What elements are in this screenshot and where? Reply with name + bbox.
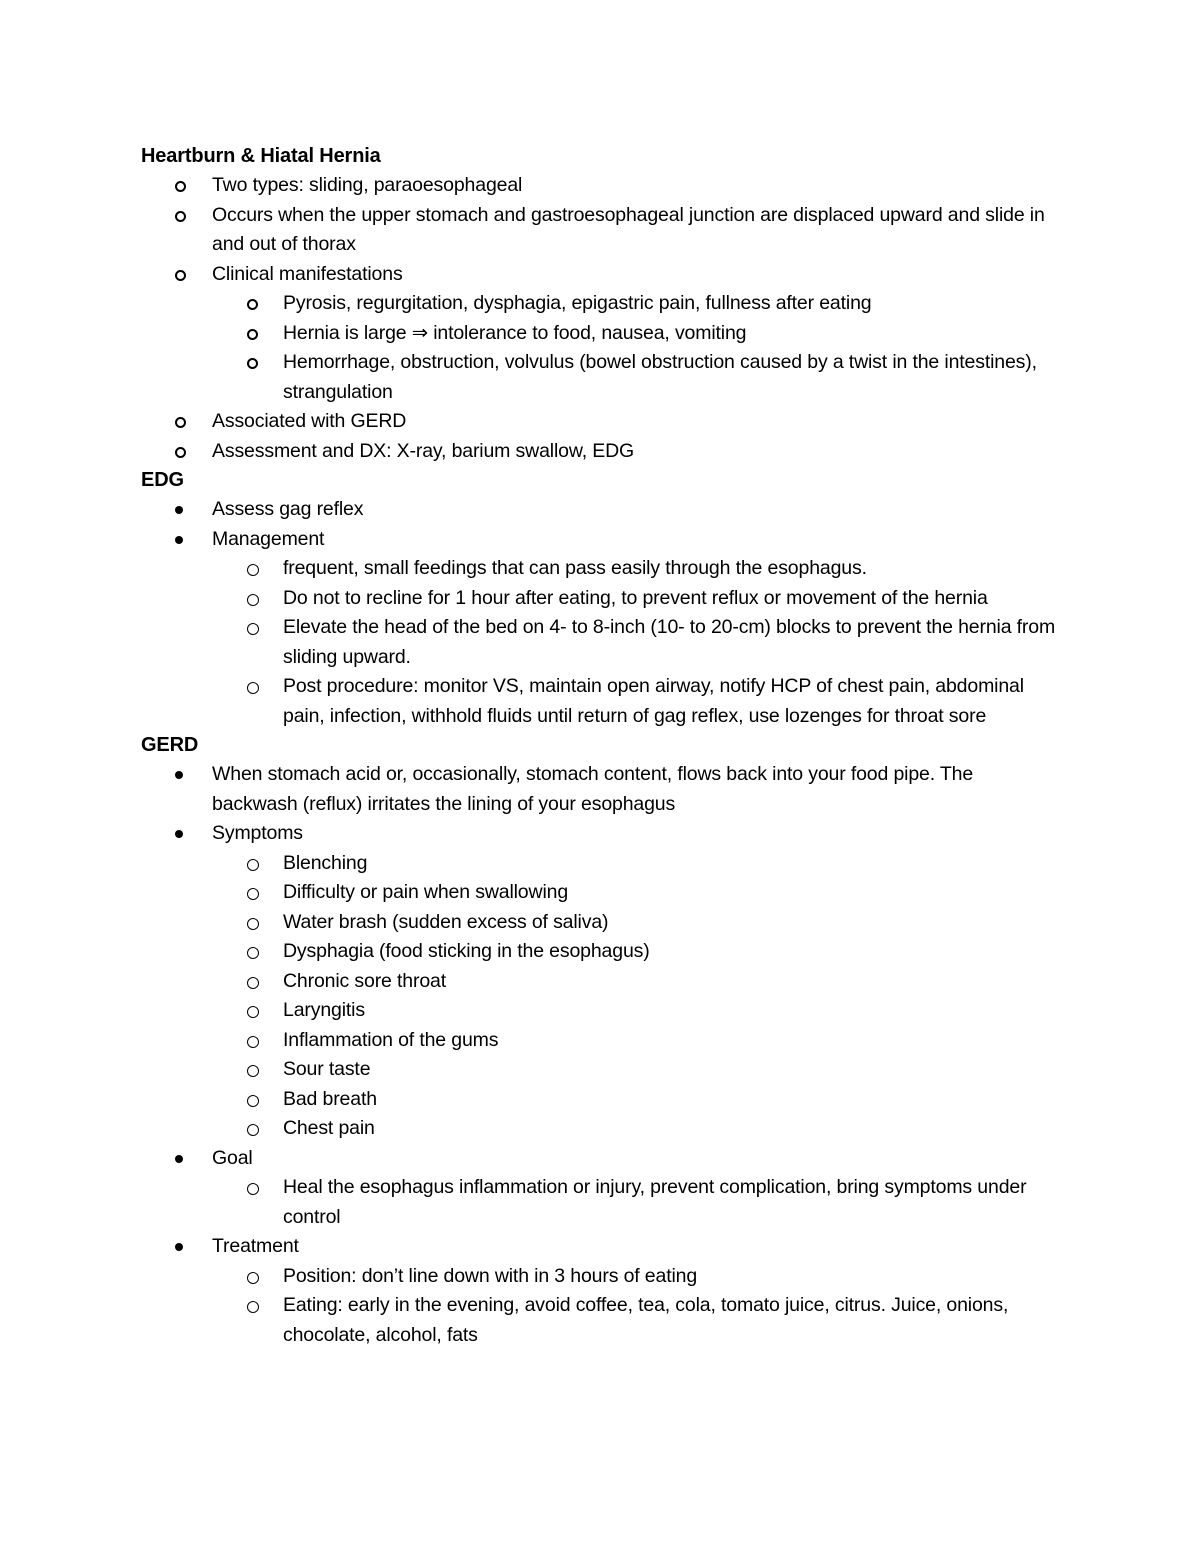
list-item: Hemorrhage, obstruction, volvulus (bowel obstruction caused by a twist in the intestines), strangulation	[141, 348, 1061, 407]
ring-bullet-icon	[247, 1065, 259, 1077]
list-item: Heal the esophagus inflammation or injury, prevent complication, bring symptoms under control	[141, 1173, 1061, 1232]
list-item: Water brash (sudden excess of saliva)	[141, 908, 1061, 938]
list-item: Assessment and DX: X-ray, barium swallow, EDG	[141, 437, 1061, 467]
list-item: Symptoms	[141, 819, 1061, 849]
hiatal-list	[141, 171, 1061, 466]
list-item: Bad breath	[141, 1085, 1061, 1115]
list-item: Blenching	[141, 849, 1061, 879]
solid-bullet-icon	[175, 830, 183, 838]
ring-bullet-icon	[247, 888, 259, 900]
list-item: Inflammation of the gums	[141, 1026, 1061, 1056]
ring-bullet-icon	[247, 859, 259, 871]
list-item: Assess gag reflex	[141, 495, 1061, 525]
solid-bullet-icon	[175, 1243, 183, 1251]
hollow-bullet-icon	[175, 447, 186, 458]
list-item: Associated with GERD	[141, 407, 1061, 437]
list-item: Two types: sliding, paraoesophageal	[141, 171, 1061, 201]
ring-bullet-icon	[247, 1006, 259, 1018]
list-item: Sour taste	[141, 1055, 1061, 1085]
ring-bullet-icon	[247, 977, 259, 989]
heading-gerd: GERD	[141, 734, 199, 756]
ring-bullet-icon	[247, 1272, 259, 1284]
ring-bullet-icon	[247, 918, 259, 930]
hollow-bullet-icon	[175, 181, 186, 192]
ring-bullet-icon	[247, 623, 259, 635]
ring-bullet-icon	[247, 1301, 259, 1313]
list-item: Clinical manifestations	[141, 260, 1061, 290]
gerd-list	[141, 760, 1061, 1350]
list-item: frequent, small feedings that can pass easily through the esophagus.	[141, 554, 1061, 584]
document-content	[141, 142, 1061, 1350]
list-item: Position: don’t line down with in 3 hours of eating	[141, 1262, 1061, 1292]
list-item: Treatment	[141, 1232, 1061, 1262]
ring-bullet-icon	[247, 1124, 259, 1136]
hollow-bullet-icon	[175, 417, 186, 428]
list-item: Occurs when the upper stomach and gastroesophageal junction are displaced upward and slide in and out of thorax	[141, 201, 1061, 260]
list-item: Difficulty or pain when swallowing	[141, 878, 1061, 908]
list-item: Post procedure: monitor VS, maintain open airway, notify HCP of chest pain, abdominal pain, infection, withhold fluids until return of gag reflex, use lozenges for throat sore	[141, 672, 1061, 731]
ring-bullet-icon	[247, 594, 259, 606]
ring-bullet-icon	[247, 682, 259, 694]
hollow-bullet-icon	[247, 358, 258, 369]
solid-bullet-icon	[175, 1155, 183, 1163]
list-item: Chest pain	[141, 1114, 1061, 1144]
ring-bullet-icon	[247, 1183, 259, 1195]
list-item: Elevate the head of the bed on 4- to 8-inch (10- to 20-cm) blocks to prevent the hernia from sliding upward.	[141, 613, 1061, 672]
list-item: Dysphagia (food sticking in the esophagus)	[141, 937, 1061, 967]
hollow-bullet-icon	[247, 329, 258, 340]
list-item: Hernia is large ⇒ intolerance to food, nausea, vomiting	[141, 319, 1061, 349]
list-item: Chronic sore throat	[141, 967, 1061, 997]
list-item: Pyrosis, regurgitation, dysphagia, epigastric pain, fullness after eating	[141, 289, 1061, 319]
list-item: Laryngitis	[141, 996, 1061, 1026]
solid-bullet-icon	[175, 536, 183, 544]
list-item: Goal	[141, 1144, 1061, 1174]
ring-bullet-icon	[247, 1095, 259, 1107]
ring-bullet-icon	[247, 1036, 259, 1048]
heading-edg: EDG	[141, 469, 184, 491]
list-item: Management	[141, 525, 1061, 555]
list-item: Eating: early in the evening, avoid coffee, tea, cola, tomato juice, citrus. Juice, onions, chocolate, alcohol, fats	[141, 1291, 1061, 1350]
hollow-bullet-icon	[247, 299, 258, 310]
ring-bullet-icon	[247, 947, 259, 959]
list-item: Do not to recline for 1 hour after eating, to prevent reflux or movement of the hernia	[141, 584, 1061, 614]
hollow-bullet-icon	[175, 270, 186, 281]
edg-list	[141, 495, 1061, 731]
heading-hiatal-hernia: Heartburn & Hiatal Hernia	[141, 145, 381, 167]
solid-bullet-icon	[175, 506, 183, 514]
solid-bullet-icon	[175, 771, 183, 779]
ring-bullet-icon	[247, 564, 259, 576]
hollow-bullet-icon	[175, 211, 186, 222]
list-item: When stomach acid or, occasionally, stomach content, flows back into your food pipe. The backwash (reflux) irritates the lining of your esophagus	[141, 760, 1061, 819]
